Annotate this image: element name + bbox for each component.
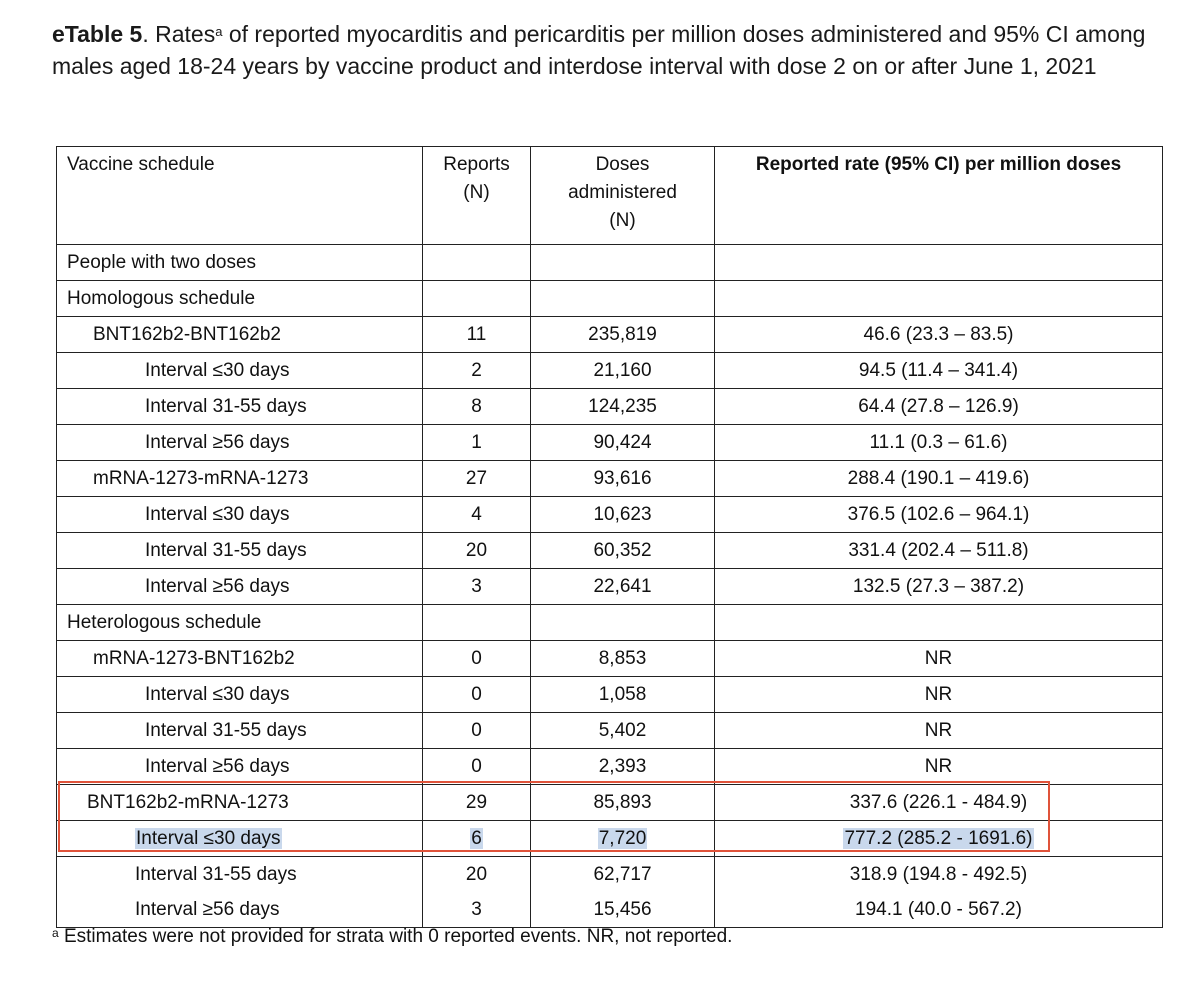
row-label: BNT162b2-mRNA-1273	[57, 785, 423, 821]
row-label: Interval 31-55 days	[57, 857, 423, 893]
table-row	[57, 605, 1163, 641]
row-reports: 20	[423, 533, 531, 569]
row-label: Interval ≤30 days	[57, 497, 423, 533]
row-label: Interval 31-55 days	[57, 389, 423, 425]
table-row	[57, 641, 1163, 677]
row-rate: 337.6 (226.1 - 484.9)	[715, 785, 1163, 821]
table-row-highlighted	[57, 821, 1163, 857]
row-reports: 4	[423, 497, 531, 533]
table-row	[57, 785, 1163, 821]
caption-text-after: of reported myocarditis and pericarditis per million doses administered and 95% CI among males aged 18-24 years by vaccine product and interdose interval with dose 2 on or after June 1, 2021	[52, 21, 1146, 79]
row-doses: 60,352	[531, 533, 715, 569]
header-reports-line2: (N)	[463, 182, 490, 203]
row-reports: 0	[423, 713, 531, 749]
row-reports	[423, 605, 531, 641]
table-row	[57, 389, 1163, 425]
footnote-superscript: a	[52, 926, 59, 940]
table-row	[57, 353, 1163, 389]
row-label: BNT162b2-BNT162b2	[57, 317, 423, 353]
caption-superscript: a	[215, 24, 223, 39]
row-rate: NR	[715, 749, 1163, 785]
row-label: People with two doses	[57, 245, 423, 281]
row-label: mRNA-1273-BNT162b2	[57, 641, 423, 677]
row-rate	[715, 281, 1163, 317]
table-row	[57, 533, 1163, 569]
row-doses: 235,819	[531, 317, 715, 353]
row-doses: 21,160	[531, 353, 715, 389]
row-doses: 85,893	[531, 785, 715, 821]
selected-text[interactable]: 7,720	[598, 827, 647, 849]
row-reports: 1	[423, 425, 531, 461]
header-reports-line1: Reports	[443, 154, 510, 175]
row-rate	[715, 245, 1163, 281]
row-reports: 27	[423, 461, 531, 497]
row-label[interactable]	[57, 821, 423, 857]
header-doses-line1: Doses	[595, 154, 650, 175]
row-label: Interval ≥56 days	[57, 892, 423, 928]
header-doses-line3: (N)	[609, 210, 636, 231]
row-rate: 11.1 (0.3 – 61.6)	[715, 425, 1163, 461]
row-label: Heterologous schedule	[57, 605, 423, 641]
row-label: mRNA-1273-mRNA-1273	[57, 461, 423, 497]
row-doses: 2,393	[531, 749, 715, 785]
header-reports	[423, 147, 531, 245]
table-caption	[52, 18, 1162, 82]
row-doses: 90,424	[531, 425, 715, 461]
row-rate: NR	[715, 677, 1163, 713]
row-label: Interval ≥56 days	[57, 749, 423, 785]
row-reports: 0	[423, 677, 531, 713]
table-row	[57, 857, 1163, 893]
row-rate: 318.9 (194.8 - 492.5)	[715, 857, 1163, 893]
row-rate[interactable]	[715, 821, 1163, 857]
table-row	[57, 461, 1163, 497]
row-doses: 124,235	[531, 389, 715, 425]
row-label: Interval ≥56 days	[57, 569, 423, 605]
row-rate: 94.5 (11.4 – 341.4)	[715, 353, 1163, 389]
header-reported-rate: Reported rate (95% CI) per million doses	[715, 147, 1163, 245]
row-doses: 10,623	[531, 497, 715, 533]
row-doses: 22,641	[531, 569, 715, 605]
row-rate	[715, 605, 1163, 641]
row-rate: NR	[715, 641, 1163, 677]
row-reports	[423, 281, 531, 317]
header-vaccine-schedule: Vaccine schedule	[57, 147, 423, 245]
header-doses	[531, 147, 715, 245]
row-rate: 376.5 (102.6 – 964.1)	[715, 497, 1163, 533]
table-row	[57, 677, 1163, 713]
row-rate: 288.4 (190.1 – 419.6)	[715, 461, 1163, 497]
table-row	[57, 892, 1163, 928]
table-label: eTable 5	[52, 21, 143, 47]
selected-text[interactable]: Interval ≤30 days	[136, 827, 281, 849]
row-doses[interactable]	[531, 821, 715, 857]
row-reports: 0	[423, 641, 531, 677]
row-reports[interactable]	[423, 821, 531, 857]
row-reports	[423, 245, 531, 281]
row-reports: 3	[423, 892, 531, 928]
row-label: Homologous schedule	[57, 281, 423, 317]
row-reports: 3	[423, 569, 531, 605]
row-rate: 331.4 (202.4 – 511.8)	[715, 533, 1163, 569]
row-label: Interval ≥56 days	[57, 425, 423, 461]
row-label: Interval ≤30 days	[57, 677, 423, 713]
table-row	[57, 497, 1163, 533]
row-label: Interval 31-55 days	[57, 533, 423, 569]
row-reports: 2	[423, 353, 531, 389]
table-footnote	[52, 926, 732, 948]
selected-text[interactable]: 777.2 (285.2 - 1691.6)	[844, 827, 1033, 849]
row-label: Interval ≤30 days	[57, 353, 423, 389]
row-doses: 15,456	[531, 892, 715, 928]
selected-text[interactable]: 6	[471, 827, 482, 849]
row-doses	[531, 605, 715, 641]
table-row	[57, 569, 1163, 605]
table-row	[57, 425, 1163, 461]
rates-table	[56, 146, 1163, 928]
row-reports: 11	[423, 317, 531, 353]
row-doses	[531, 245, 715, 281]
row-doses: 5,402	[531, 713, 715, 749]
row-rate: 46.6 (23.3 – 83.5)	[715, 317, 1163, 353]
table-row	[57, 749, 1163, 785]
table-header-row	[57, 147, 1163, 245]
row-reports: 8	[423, 389, 531, 425]
footnote-text: Estimates were not provided for strata with 0 reported events. NR, not reported.	[58, 926, 733, 947]
row-label: Interval 31-55 days	[57, 713, 423, 749]
row-doses: 93,616	[531, 461, 715, 497]
table-row	[57, 245, 1163, 281]
table-row	[57, 317, 1163, 353]
row-doses: 8,853	[531, 641, 715, 677]
row-rate: NR	[715, 713, 1163, 749]
row-rate: 194.1 (40.0 - 567.2)	[715, 892, 1163, 928]
header-doses-line2: administered	[568, 182, 677, 203]
row-doses	[531, 281, 715, 317]
row-doses: 1,058	[531, 677, 715, 713]
row-doses: 62,717	[531, 857, 715, 893]
row-rate: 64.4 (27.8 – 126.9)	[715, 389, 1163, 425]
row-reports: 20	[423, 857, 531, 893]
row-reports: 29	[423, 785, 531, 821]
table-row	[57, 281, 1163, 317]
row-rate: 132.5 (27.3 – 387.2)	[715, 569, 1163, 605]
caption-text-before: . Rates	[142, 21, 216, 47]
row-reports: 0	[423, 749, 531, 785]
table-row	[57, 713, 1163, 749]
